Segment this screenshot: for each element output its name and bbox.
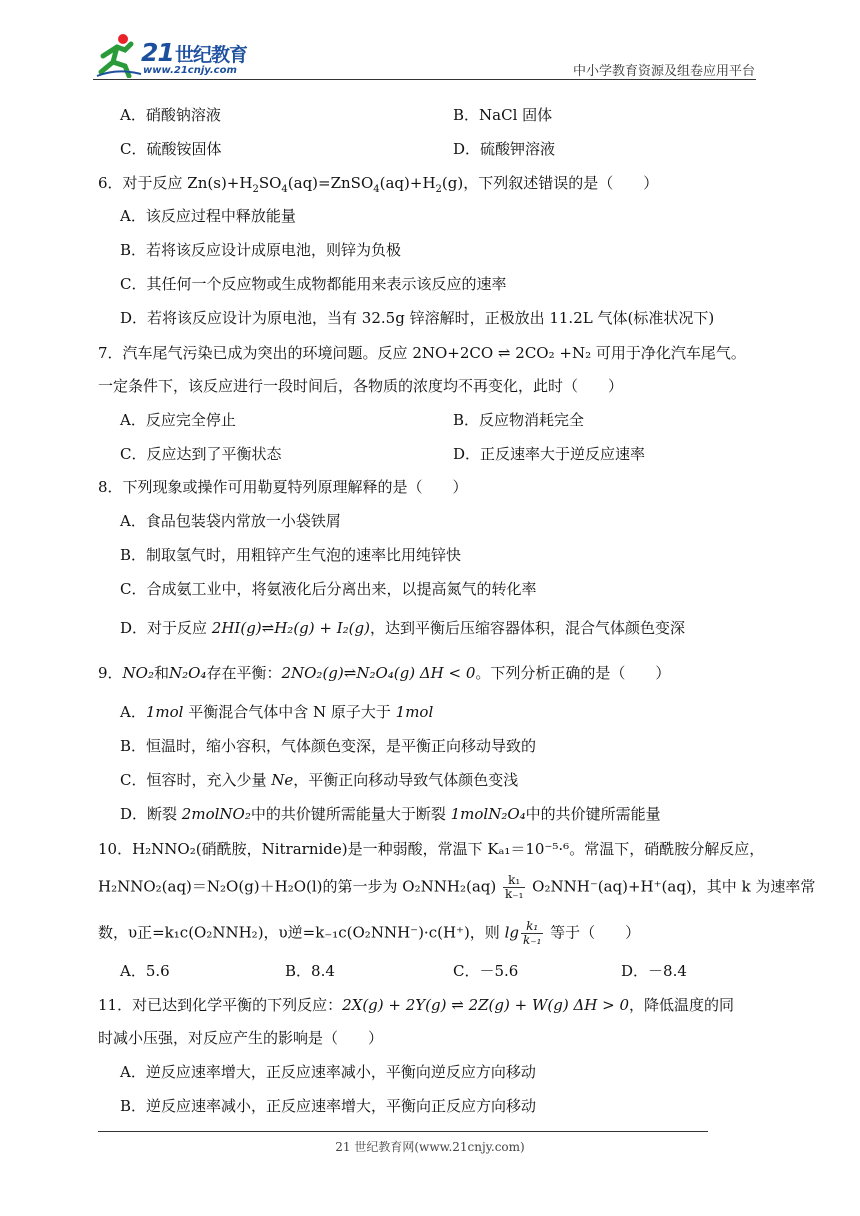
q6-option-d: D．若将该反应设计为原电池，当有 32.5g 锌溶解时，正极放出 11.2L 气体(标准状况下): [120, 309, 715, 327]
q11-option-b: B．逆反应速率减小，正反应速率增大，平衡向正反应方向移动: [120, 1097, 537, 1115]
q10-option-c: C．－5.6: [453, 962, 519, 980]
logo-url: www.21cnjy.com: [143, 65, 237, 76]
q9-option-a: A．1mol 平衡混合气体中含 N 原子大于 1mol: [120, 703, 434, 721]
q10-stem-line2: H₂NNO₂(aq)＝N₂O(g)＋H₂O(l)的第一步为 O₂NNH₂(aq) $\frac{\text{k₁}}{\text{k₋₁}}$ O₂NNH⁻(aq)+H⁺(aq)，其中 k 为速率常: [98, 873, 816, 901]
q6-stem: 6．对于反应 $Zn(s)+H_2SO_4(aq)=ZnSO_4(aq)+H_2(g)$，下列叙述错误的是（ ）: [98, 174, 659, 195]
rate-constant-fraction: $\frac{\text{k₁}}{\text{k₋₁}}$: [504, 873, 524, 901]
q7-option-b: B．反应物消耗完全: [453, 411, 585, 429]
q11-option-a: A．逆反应速率增大，正反应速率减小，平衡向逆反应方向移动: [120, 1063, 536, 1081]
q8-option-b: B．制取氢气时，用粗锌产生气泡的速率比用纯锌快: [120, 546, 462, 564]
logo-number: 21: [141, 38, 174, 67]
q10-option-a: A．5.6: [120, 962, 170, 980]
lg-fraction: $\frac{\text{k₁}}{\text{k₋₁}}$: [522, 919, 542, 947]
q8-stem: 8．下列现象或操作可用勒夏特列原理解释的是（ ）: [98, 478, 468, 496]
q10-stem-line1: 10．H₂NNO₂(硝酰胺，Nitrarnide)是一种弱酸，常温下 Kₐ₁＝10⁻⁵·⁶。常温下，硝酰胺分解反应，: [98, 840, 765, 858]
q8-option-d: D．对于反应 2HI(g)⇌H₂(g) + I₂(g)，达到平衡后压缩容器体积，混合气体颜色变深: [120, 619, 685, 637]
q7-stem-line1: 7．汽车尾气污染已成为突出的环境问题。反应 2NO+2CO ⇌ 2CO₂ +N₂ 可用于净化汽车尾气。: [98, 344, 746, 362]
q10-option-d: D．－8.4: [621, 962, 687, 980]
q5-option-a: A．硝酸钠溶液: [120, 106, 221, 124]
q6-option-a: A．该反应过程中释放能量: [120, 207, 296, 225]
q9-option-b: B．恒温时，缩小容积，气体颜色变深，是平衡正向移动导致的: [120, 737, 537, 755]
q9-option-c: C．恒容时，充入少量 Ne，平衡正向移动导致气体颜色变浅: [120, 771, 519, 789]
q9-stem: 9．NO₂和N₂O₄存在平衡：2NO₂(g)⇌N₂O₄(g) ΔH < 0。下列分析正确的是（ ）: [98, 664, 671, 682]
q9-option-d: D．断裂 2molNO₂中的共价键所需能量大于断裂 1molN₂O₄中的共价键所需能量: [120, 805, 661, 823]
q6-option-b: B．若将该反应设计成原电池，则锌为负极: [120, 241, 402, 259]
page-footer[interactable]: 21 世纪教育网(www.21cnjy.com): [335, 1140, 525, 1154]
q6-option-c: C．其任何一个反应物或生成物都能用来表示该反应的速率: [120, 275, 507, 293]
q11-stem-line1: 11．对已达到化学平衡的下列反应：2X(g) + 2Y(g) ⇌ 2Z(g) + W(g) ΔH > 0，降低温度的同: [98, 996, 735, 1014]
logo-name: 世纪教育: [175, 44, 248, 66]
q7-option-d: D．正反速率大于逆反应速率: [453, 445, 646, 463]
q5-option-b: B．NaCl 固体: [453, 106, 553, 124]
runner-icon: [93, 32, 143, 78]
q10-stem-line3: 数，υ正=k₁c(O₂NNH₂)，υ逆=k₋₁c(O₂NNH⁻)·c(H⁺)，则 lg $\frac{\text{k₁}}{\text{k₋₁}}$ 等于（ ）: [98, 919, 641, 947]
page-header: [0, 0, 860, 82]
header-divider: [93, 79, 756, 80]
site-logo[interactable]: [93, 32, 263, 80]
q8-option-a: A．食品包装袋内常放一小袋铁屑: [120, 512, 341, 530]
q5-option-c: C．硫酸铵固体: [120, 140, 222, 158]
q10-option-b: B．8.4: [285, 962, 335, 980]
header-platform-name: 中小学教育资源及组卷应用平台: [572, 64, 755, 79]
q7-option-a: A．反应完全停止: [120, 411, 236, 429]
q7-option-c: C．反应达到了平衡状态: [120, 445, 282, 463]
footer-divider: [98, 1131, 708, 1132]
q11-stem-line2: 时减小压强，对反应产生的影响是（ ）: [98, 1029, 384, 1047]
q8-option-c: C．合成氨工业中，将氨液化后分离出来，以提高氮气的转化率: [120, 580, 537, 598]
q5-option-d: D．硫酸钾溶液: [453, 140, 556, 158]
q7-stem-line2: 一定条件下，该反应进行一段时间后，各物质的浓度均不再变化，此时（ ）: [98, 377, 624, 395]
